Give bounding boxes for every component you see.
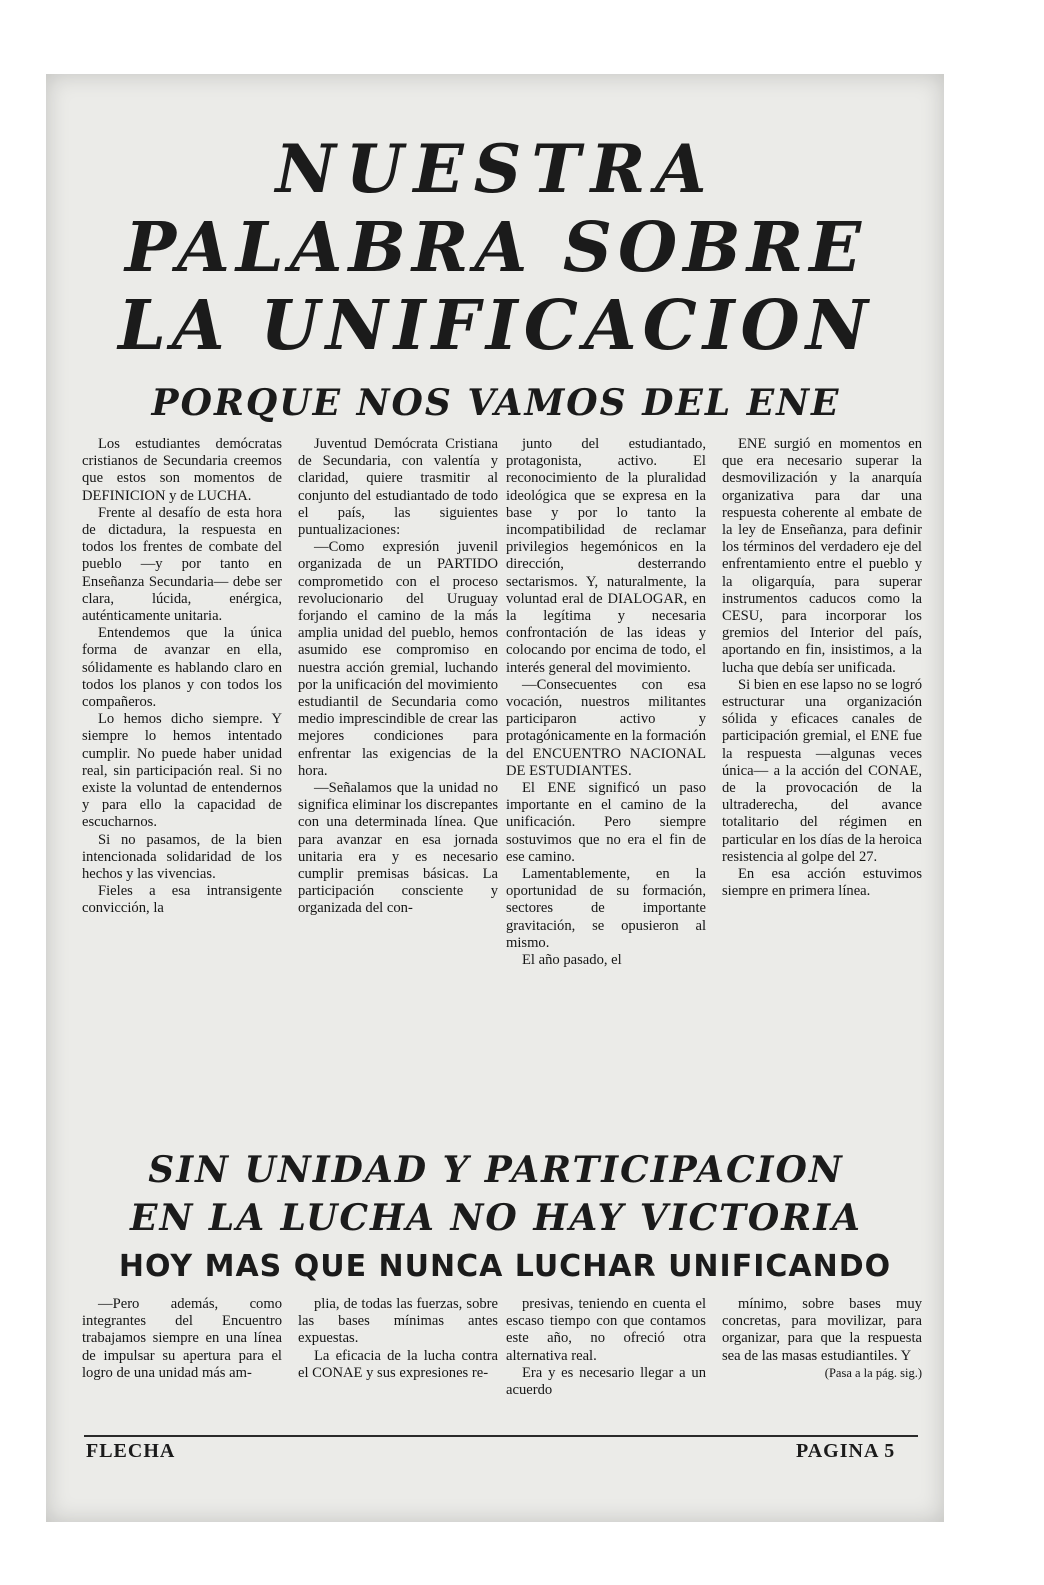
paragraph: Juventud Demócrata Cristiana de Secundaria, con valentía y claridad, quiere trasmitir al conjunto del estudiantado de todo el país, las siguientes puntualizaciones:	[298, 436, 498, 539]
lower-column-3	[506, 1296, 706, 1426]
paragraph: En esa acción estuvimos siempre en primera línea.	[722, 866, 922, 900]
paragraph: Lamentablemente, en la oportunidad de su formación, sectores de importante gravitación, se opusieron al mismo.	[506, 866, 706, 951]
paragraph: ENE surgió en momentos en que era necesario superar la desmovilización y la anarquía organizativa para dar una respuesta coherente al embate de la ley de Enseñanza, para definir los términos del verdadero eje del enfrentamiento entre el pueblo y la oligarquía, para superar instrumentos caducos como la CESU, para incorporar los gremios del Interior del país, aportando en fin, insistimos, a la lucha que debía ser unificada.	[722, 436, 922, 676]
paragraph: Los estudiantes demócratas cristianos de Secundaria creemos que estos son momentos de DEFINICION y de LUCHA.	[82, 436, 282, 504]
paragraph: —Consecuentes con esa vocación, nuestros militantes participaron activo y protagónicamente en la formación del ENCUENTRO NACIONAL DE ESTUDIANTES.	[506, 676, 706, 779]
subhead-hoy-mas: HOY MAS QUE NUNCA LUCHAR UNIFICANDO	[118, 1249, 892, 1284]
paragraph: El año pasado, el	[522, 952, 622, 969]
subhead-porque: PORQUE NOS VAMOS DEL ENE	[151, 382, 841, 424]
article-column-1	[82, 436, 282, 1126]
paragraph: Si bien en ese lapso no se logró estructurar una organización sólida y eficaces canales de participación gremial, el ENE fue la respuesta —algunas veces única— a la acción del CONAE, de la provocación de la ultraderecha, del avance totalitario del régimen en particular en los días de la heroica resistencia al golpe del 27.	[722, 676, 922, 865]
headline-line-2: PALABRA SOBRE	[124, 208, 868, 288]
paragraph: Lo hemos dicho siempre. Y siempre lo hemos intentado cumplir. No puede haber unidad real, sin participación real. Si no existe la voluntad de entendernos y para ello la capacidad de escucharnos.	[82, 711, 282, 831]
subhead-sin-unidad: SIN UNIDAD Y PARTICIPACION	[148, 1149, 844, 1191]
paragraph: junto del estudiantado, protagonista, activo. El reconocimiento de la pluralidad ideológica que se expresa en la base y por lo tanto la incompatibilidad de reclamar privilegios hegemónicos en la dirección, desterrando sectarismos. Y, naturalmente, la voluntad eral de DIALOGAR, en la legítima y necesaria confrontación de las ideas y colocando por encima de todo, el interés general del movimiento.	[506, 436, 706, 676]
paragraph: —Como expresión juvenil organizada de un PARTIDO comprometido con el proceso revolucionario del Uruguay forjando el camino de la más amplia unidad del pueblo, hemos asumido ese compromiso en nuestra acción gremial, luchando por la unificación del movimiento estudiantil de Secundaria como medio imprescindible de crear las mejores condiciones para enfrentar las exigencias de la hora.	[298, 539, 498, 779]
paragraph: Frente al desafío de esta hora de dictadura, la respuesta en todos los frentes de combate del pueblo —y por tanto en Enseñanza Secundaria— debe ser clara, lúcida, enérgica, auténticamente unitaria.	[82, 504, 282, 625]
lower-column-1	[82, 1296, 282, 1426]
paragraph: plia, de todas las fuerzas, sobre las bases mínimas antes expuestas.	[298, 1296, 498, 1347]
article-column-2	[298, 436, 498, 1126]
lower-column-4-paragraphs	[722, 1296, 922, 1365]
headline-line-3: LA UNIFICACION	[118, 286, 874, 366]
paragraph: Era y es necesario llegar a un acuerdo	[506, 1364, 706, 1399]
subhead-en-la-lucha: EN LA LUCHA NO HAY VICTORIA	[130, 1197, 862, 1239]
paragraph: mínimo, sobre bases muy concretas, para movilizar, para organizar, para que la respuesta sea de las masas estudiantiles. Y	[722, 1296, 922, 1364]
paragraph: —Señalamos que la unidad no significa eliminar los discrepantes con una determinada línea. Que para avanzar en esa jornada unitaria era y es necesario cumplir premisas básicas. La participación consciente y organizada del con-	[298, 780, 498, 917]
lower-column-4	[722, 1296, 922, 1426]
paragraph: —Pero además, como integrantes del Encuentro trabajamos siempre en una línea de impulsar su apertura para el logro de una unidad más am-	[82, 1296, 282, 1381]
continuation-note: (Pasa a la pág. sig.)	[824, 1365, 922, 1380]
paragraph: La eficacia de la lucha contra el CONAE y sus expresiones re-	[298, 1347, 498, 1381]
paragraph: Fieles a esa intransigente convicción, la	[82, 883, 282, 917]
headline-line-1: NUESTRA	[275, 130, 717, 208]
article-column-4	[722, 436, 922, 1126]
lower-column-2	[298, 1296, 498, 1426]
footer-page-number: PAGINA 5	[796, 1440, 896, 1462]
paragraph: Entendemos que la única forma de avanzar en ella, sólidamente es hablando claro en todos los planos y con todos los compañeros.	[82, 625, 282, 711]
footer-rule	[84, 1435, 918, 1437]
paragraph: Si no pasamos, de la bien intencionada solidaridad de los hechos y las vivencias.	[82, 831, 282, 883]
footer-publication-name: FLECHA	[86, 1440, 176, 1462]
article-column-3	[506, 436, 706, 1126]
paragraph: presivas, teniendo en cuenta el escaso tiempo con que contamos este año, no ofreció otra alternativa real.	[506, 1296, 706, 1364]
paragraph: El ENE significó un paso importante en el camino de la unificación. Pero siempre sostuvimos que no era el fin de ese camino.	[506, 780, 706, 865]
